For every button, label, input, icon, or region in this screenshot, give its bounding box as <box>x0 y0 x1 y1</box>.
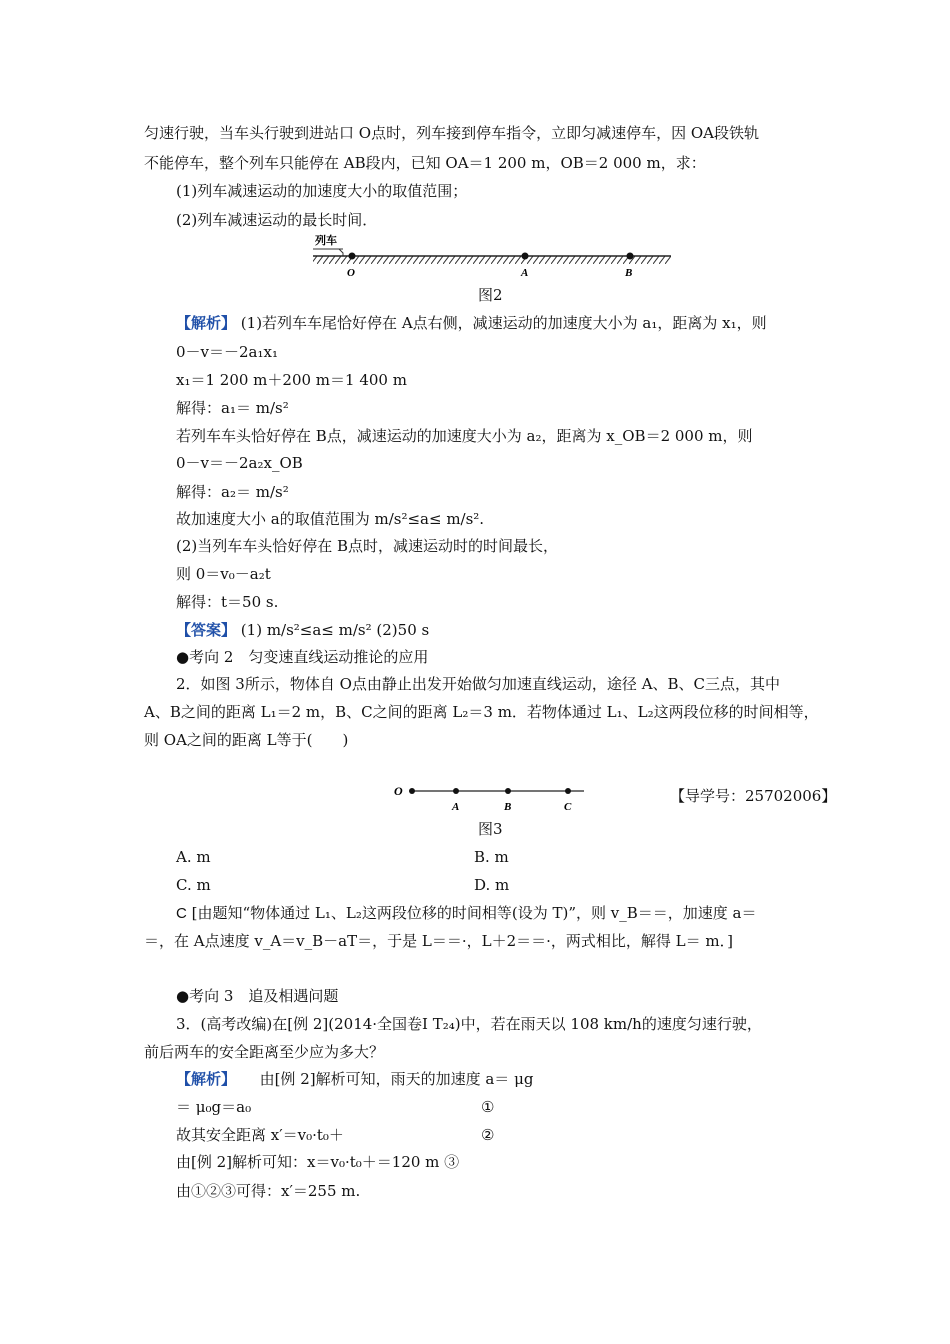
solution1-line7: 解得：a₂＝ m/s² <box>176 483 289 501</box>
problem1-line1: 匀速行驶，当车头行驶到进站口 O点时，列车接到停车指令，立即匀减速停车，因 OA段铁轨 <box>144 124 759 142</box>
problem3-solution-line3: 故其安全距离 x′＝v₀·t₀＋ <box>176 1126 344 1144</box>
solution3-text1: 由[例 2]解析可知，雨天的加速度 a＝ μg <box>259 1070 534 1088</box>
point-b <box>627 253 634 260</box>
option-d: D. m <box>474 876 510 894</box>
solution1-line2: 0－v＝－2a₁x₁ <box>176 343 278 361</box>
solution1-line6: 0－v＝－2a₂x_OB <box>176 454 303 472</box>
point-b-fig3 <box>505 788 511 794</box>
solution1-line5: 若列车车头恰好停在 B点，减速运动的加速度大小为 a₂，距离为 x_OB＝2 000 m，则 <box>176 427 753 445</box>
solution1-line3: x₁＝1 200 m＋200 m＝1 400 m <box>176 371 407 389</box>
label-b-fig3: B <box>504 801 512 813</box>
analysis-tag: 【解析】 <box>176 314 237 332</box>
label-b: B <box>625 267 633 279</box>
problem3-solution-line4: 由[例 2]解析可知：x＝v₀·t₀＋＝120 m ③ <box>176 1153 460 1171</box>
answer-text: (1) m/s²≤a≤ m/s² (2)50 s <box>240 621 430 639</box>
point-o <box>349 253 356 260</box>
solution1-line10: 则 0＝v₀－a₂t <box>176 565 271 583</box>
figure-3-line-diagram <box>390 778 590 814</box>
point-a-fig3 <box>453 788 459 794</box>
solution1-line11: 解得：t＝50 s. <box>176 593 279 611</box>
problem1-line2: 不能停车，整个列车只能停在 AB段内，已知 OA＝1 200 m，OB＝2 000 m，求： <box>144 154 706 172</box>
point-a <box>522 253 529 260</box>
point-c-fig3 <box>565 788 571 794</box>
solution1-line9: (2)当列车车头恰好停在 B点时，减速运动时的时间最长， <box>176 537 559 555</box>
problem3-line1: 3．(高考改编)在[例 2](2014·全国卷Ⅰ T₂₄)中，若在雨天以 108 km/h的速度匀速行驶， <box>176 1015 762 1033</box>
section2-title: ●考向 2 匀变速直线运动推论的应用 <box>176 648 429 666</box>
equation-number-1: ① <box>481 1098 495 1116</box>
problem2-explanation-line1 <box>176 902 757 925</box>
figure-3-caption: 图3 <box>478 820 503 838</box>
problem2-explanation-line2: ＝，在 A点速度 v_A＝v_B－aT＝，于是 L＝＝·，L＋2＝＝·，两式相比，解得 L＝ m．] <box>144 932 733 950</box>
problem3-solution-line2: ＝ μ₀g＝a₀ <box>176 1098 252 1116</box>
train-label: 列车 <box>315 235 337 247</box>
label-o-fig3: O <box>394 784 403 798</box>
answer-tag: 【答案】 <box>176 621 237 639</box>
equation-number-2: ② <box>481 1126 495 1144</box>
problem2-line3: 则 OA之间的距离 L等于( ) <box>144 731 349 749</box>
problem3-line2: 前后两车的安全距离至少应为多大？ <box>144 1043 385 1061</box>
solution1-line1 <box>176 312 767 334</box>
problem3-solution-line5: 由①②③可得：x′＝255 m. <box>176 1182 361 1200</box>
figure-2-track-diagram <box>305 232 680 282</box>
problem3-solution-line1 <box>176 1068 533 1090</box>
problem2-line2: A、B之间的距离 L₁＝2 m，B、C之间的距离 L₂＝3 m．若物体通过 L₁、L₂这两段位移的时间相等， <box>144 703 819 721</box>
problem2-line1: 2．如图 3所示，物体自 O点由静止出发开始做匀加速直线运动，途径 A、B、C三点，其中 <box>176 675 781 693</box>
solution1-text1: (1)若列车车尾恰好停在 A点右侧，减速运动的加速度大小为 a₁，距离为 x₁，则 <box>240 314 767 332</box>
label-c-fig3: C <box>564 801 572 813</box>
problem1-question2: (2)列车减速运动的最长时间． <box>176 211 378 229</box>
option-a: A. m <box>176 848 211 866</box>
solution1-answer <box>176 619 429 641</box>
solution1-line4: 解得：a₁＝ m/s² <box>176 399 289 417</box>
analysis-tag-3: 【解析】 <box>176 1070 237 1088</box>
problem1-question1: (1)列车减速运动的加速度大小的取值范围； <box>176 182 468 200</box>
figure-2-caption: 图2 <box>478 286 503 304</box>
label-o: O <box>347 267 355 279</box>
label-a-fig3: A <box>452 801 460 813</box>
label-a: A <box>521 267 529 279</box>
answer-letter: C <box>176 905 187 922</box>
explanation-text1: [由题知“物体通过 L₁、L₂这两段位移的时间相等(设为 T)”，则 v_B＝＝，加速度 a＝ <box>191 904 757 922</box>
point-o-fig3 <box>409 788 415 794</box>
solution1-line8: 故加速度大小 a的取值范围为 m/s²≤a≤ m/s². <box>176 510 485 528</box>
option-b: B. m <box>474 848 509 866</box>
section3-title: ●考向 3 追及相遇问题 <box>176 987 339 1005</box>
option-c: C. m <box>176 876 211 894</box>
guide-number: 【导学号：25702006】 <box>670 787 837 805</box>
